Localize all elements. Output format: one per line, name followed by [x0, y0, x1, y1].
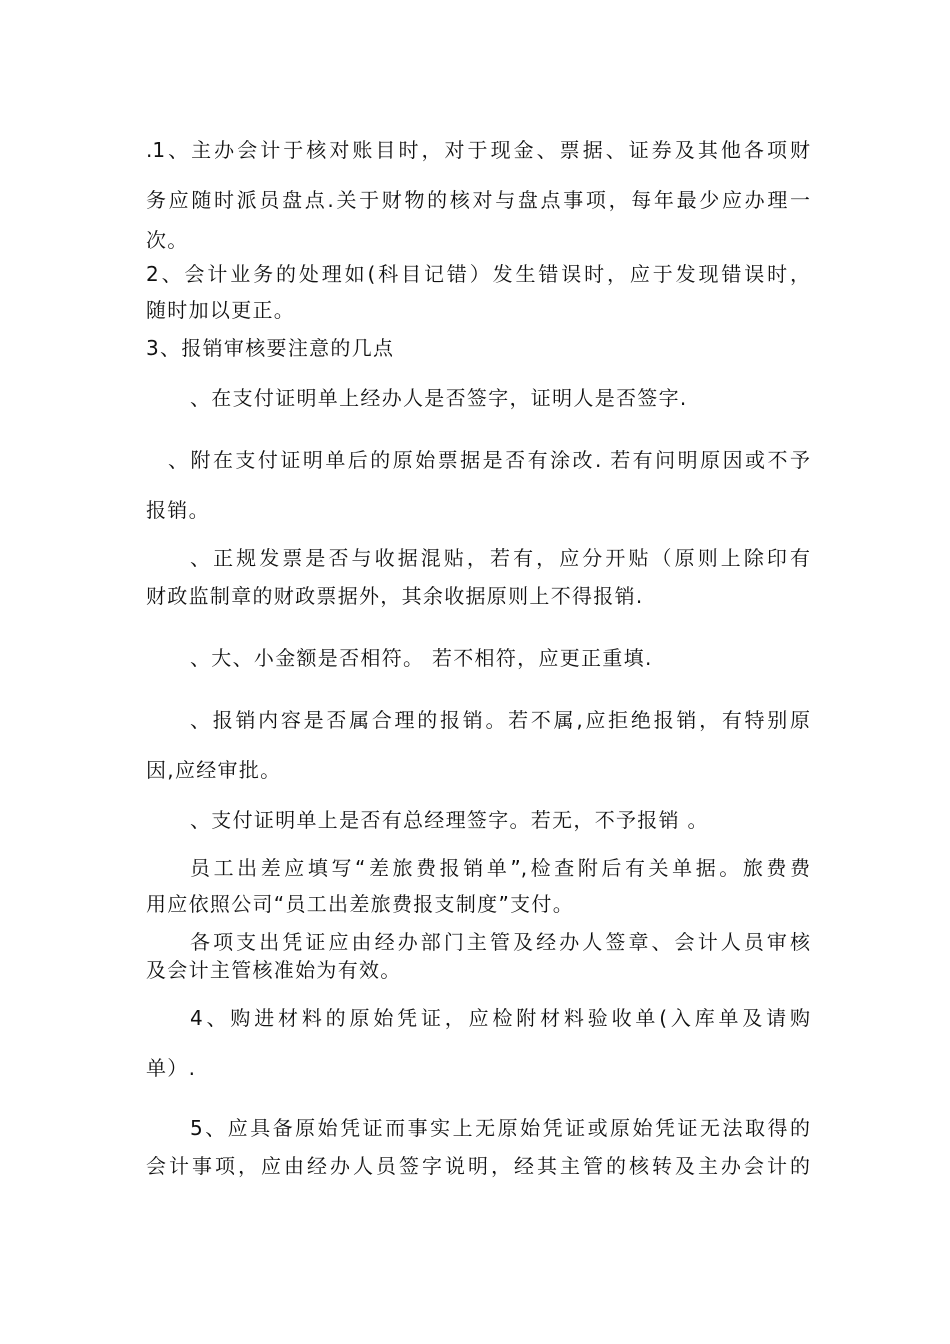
text-line: 因,应经审批。: [146, 758, 282, 782]
text-line: 2、会计业务的处理如(科目记错）发生错误时，应于发现错误时，: [146, 262, 810, 286]
text-line: 、报销内容是否属合理的报销。若不属,应拒绝报销，有特别原: [190, 708, 810, 732]
section-heading: 3、报销审核要注意的几点: [146, 336, 395, 360]
text-line: 用应依照公司“员工出差旅费报支制度”支付。: [146, 892, 575, 916]
text-line: 会计事项，应由经办人员签字说明，经其主管的核转及主办会计的: [146, 1154, 810, 1178]
text-line: 财政监制章的财政票据外，其余收据原则上不得报销.: [146, 584, 644, 608]
text-line: 报销。: [146, 498, 210, 522]
text-line: 务应随时派员盘点.关于财物的核对与盘点事项，每年最少应办理一: [146, 188, 810, 212]
text-line: 、附在支付证明单后的原始票据是否有涂改. 若有问明原因或不予: [168, 448, 810, 472]
text-line: 员工出差应填写“差旅费报销单”,检查附后有关单据。旅费费: [190, 856, 810, 880]
text-line: 及会计主管核准始为有效。: [146, 958, 402, 982]
text-line: 各项支出凭证应由经办部门主管及经办人签章、会计人员审核: [190, 930, 810, 954]
text-line: 、大、小金额是否相符。 若不相符，应更正重填.: [190, 646, 653, 670]
text-line: 、支付证明单上是否有总经理签字。若无，不予报销 。: [190, 808, 709, 832]
text-line: 5、应具备原始凭证而事实上无原始凭证或原始凭证无法取得的: [190, 1116, 810, 1140]
text-line: 单）.: [146, 1056, 197, 1080]
text-line: 次。: [146, 228, 189, 252]
text-line: 、在支付证明单上经办人是否签字，证明人是否签字.: [190, 386, 688, 410]
text-line: 随时加以更正。: [146, 298, 296, 322]
text-line: .1、主办会计于核对账目时，对于现金、票据、证券及其他各项财: [146, 138, 810, 162]
text-line: 4、购进材料的原始凭证，应检附材料验收单(入库单及请购: [190, 1006, 810, 1030]
text-line: 、正规发票是否与收据混贴，若有，应分开贴（原则上除印有: [190, 546, 810, 570]
